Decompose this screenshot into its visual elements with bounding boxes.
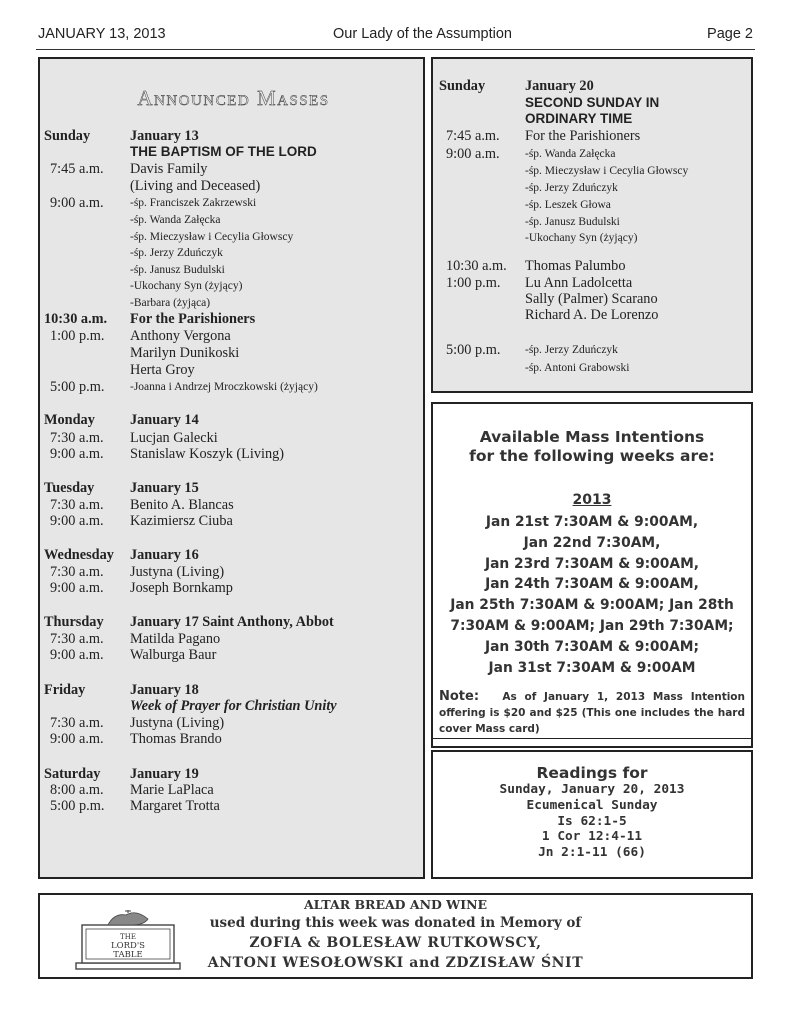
mass-time: 7:45 a.m. <box>446 128 500 144</box>
mass-intention-polish: -śp. Jerzy Zduńczyk <box>130 247 223 259</box>
mass-intention-polish: -śp. Leszek Głowa <box>525 199 611 211</box>
intention-date-line: Jan 22nd 7:30AM, <box>523 534 661 551</box>
mass-time: 9:00 a.m. <box>50 195 104 211</box>
mass-time: 5:00 p.m. <box>50 379 105 395</box>
header-parish: Our Lady of the Assumption <box>333 26 512 42</box>
mass-intention-polish: -śp. Janusz Budulski <box>130 264 225 276</box>
day-name: Tuesday <box>44 480 95 496</box>
mass-intention: Justyna (Living) <box>130 715 225 731</box>
mass-intention-polish: -Ukochany Syn (żyjący) <box>525 232 638 244</box>
observance: Week of Prayer for Christian Unity <box>130 698 337 714</box>
reading-line: Jn 2:1-11 (66) <box>538 845 646 861</box>
altar-line4: ANTONI WESOŁOWSKI and ZDZISŁAW ŚNIT <box>207 955 584 971</box>
reading-line: Sunday, January 20, 2013 <box>499 782 685 797</box>
mass-intention: Marilyn Dunikoski <box>130 345 240 361</box>
mass-intention: Margaret Trotta <box>130 798 220 814</box>
day-name: Friday <box>44 682 86 698</box>
mass-intention: Davis Family <box>130 161 208 177</box>
mass-time: 7:30 a.m. <box>50 497 104 513</box>
sunday-jan20-box <box>431 57 753 393</box>
day-date: January 15 <box>130 480 199 496</box>
mass-intention-polish: -śp. Wanda Załęcka <box>130 214 221 226</box>
intention-date-line: Jan 31st 7:30AM & 9:00AM <box>488 659 696 676</box>
mass-intention: Sally (Palmer) Scarano <box>525 291 658 307</box>
mass-intention: Lucjan Galecki <box>130 430 218 446</box>
day-date: January 14 <box>130 412 199 428</box>
mass-intention: Benito A. Blancas <box>130 497 234 513</box>
readings-box <box>431 750 753 879</box>
day-date: January 13 <box>130 128 199 144</box>
mass-time: 9:00 a.m. <box>50 580 104 596</box>
reading-line: 1 Cor 12:4-11 <box>541 829 643 845</box>
mass-intention: For the Parishioners <box>525 128 641 144</box>
mass-intention-polish: -śp. Jerzy Zduńczyk <box>525 344 618 356</box>
mass-time: 9:00 a.m. <box>446 146 500 162</box>
mass-time: 7:30 a.m. <box>50 430 104 446</box>
mass-time: 7:30 a.m. <box>50 715 104 731</box>
altar-bread-box <box>38 893 753 979</box>
mass-intention: Richard A. De Lorenzo <box>525 307 659 323</box>
mass-intention: (Living and Deceased) <box>130 178 261 194</box>
mass-time: 7:30 a.m. <box>50 631 104 647</box>
day-name: Wednesday <box>44 547 114 563</box>
mass-intention: Anthony Vergona <box>130 328 231 344</box>
logo-text-the: THE <box>120 933 136 941</box>
reading-line: Is 62:1-5 <box>557 813 627 829</box>
mass-intention-polish: -śp. Mieczysław i Cecylia Głowscy <box>525 165 689 177</box>
day-name: Saturday <box>44 766 101 782</box>
day-name: Sunday <box>439 78 486 94</box>
intention-date-line: Jan 23rd 7:30AM & 9:00AM, <box>484 555 700 572</box>
feast-name: ORDINARY TIME <box>525 111 633 126</box>
mass-intention: Joseph Bornkamp <box>130 580 233 596</box>
mass-time: 9:00 a.m. <box>50 513 104 529</box>
mass-time: 7:45 a.m. <box>50 161 104 177</box>
mass-intention-polish: -Ukochany Syn (żyjący) <box>130 280 243 292</box>
intentions-divider <box>431 738 753 739</box>
day-name: Thursday <box>44 614 104 630</box>
intention-date-line: Jan 25th 7:30AM & 9:00AM; Jan 28th <box>450 597 734 614</box>
day-date: January 19 <box>130 766 199 782</box>
header-date: JANUARY 13, 2013 <box>38 26 166 42</box>
header-page-number: Page 2 <box>707 26 753 42</box>
mass-time: 10:30 a.m. <box>44 311 108 327</box>
mass-intention-polish: -Joanna i Andrzej Mroczkowski (żyjący) <box>130 381 318 393</box>
mass-intention: Stanislaw Koszyk (Living) <box>130 446 285 462</box>
mass-time: 1:00 p.m. <box>50 328 105 344</box>
announced-masses-title: Announced Masses <box>137 86 330 110</box>
note-label: Note: <box>439 689 480 704</box>
mass-time: 1:00 p.m. <box>446 275 501 291</box>
mass-intention-polish: -śp. Wanda Załęcka <box>525 148 616 160</box>
intentions-title-line2: for the following weeks are: <box>469 447 715 465</box>
mass-intention-polish: -śp. Janusz Budulski <box>525 216 620 228</box>
mass-intention: Justyna (Living) <box>130 564 225 580</box>
day-date: January 18 <box>130 682 199 698</box>
day-name: Monday <box>44 412 95 428</box>
mass-time: 10:30 a.m. <box>446 258 507 274</box>
day-date: January 17 Saint Anthony, Abbot <box>130 614 334 630</box>
intentions-year: 2013 <box>572 492 612 508</box>
intentions-title-line1: Available Mass Intentions <box>479 428 705 446</box>
header-rule <box>36 49 755 50</box>
intention-date-line: 7:30AM & 9:00AM; Jan 29th 7:30AM; <box>450 618 734 634</box>
mass-intention-polish: -śp. Mieczysław i Cecylia Głowscy <box>130 231 294 243</box>
mass-time: 9:00 a.m. <box>50 731 104 747</box>
day-date: January 20 <box>525 78 594 94</box>
readings-title: Readings for <box>536 764 648 782</box>
mass-intention: Matilda Pagano <box>130 631 221 647</box>
mass-time: 7:30 a.m. <box>50 564 104 580</box>
announced-masses-box <box>38 57 425 879</box>
intention-date-line: Jan 21st 7:30AM & 9:00AM, <box>485 514 699 530</box>
altar-line2: used during this week was donated in Memory of <box>209 915 582 931</box>
mass-time: 8:00 a.m. <box>50 782 104 798</box>
mass-intentions-box <box>431 402 753 748</box>
mass-intention-polish: -śp. Jerzy Zduńczyk <box>525 182 618 194</box>
mass-time: 5:00 p.m. <box>446 342 501 358</box>
mass-intention: Marie LaPlaca <box>130 782 214 798</box>
mass-time: 9:00 a.m. <box>50 446 104 462</box>
altar-line3: ZOFIA & BOLESŁAW RUTKOWSCY, <box>249 935 542 951</box>
intention-date-line: Jan 30th 7:30AM & 9:00AM; <box>484 638 700 655</box>
reading-line: Ecumenical Sunday <box>526 797 658 813</box>
mass-intention-polish: -Barbara (żyjąca) <box>130 297 211 309</box>
altar-line1: ALTAR BREAD AND WINE <box>303 897 488 912</box>
logo-text-lords: LORD'S <box>111 941 145 951</box>
mass-intention: Thomas Brando <box>130 731 222 747</box>
mass-time: 5:00 p.m. <box>50 798 105 814</box>
mass-intention: Herta Groy <box>130 362 195 378</box>
day-name: Sunday <box>44 128 91 144</box>
mass-time: 9:00 a.m. <box>50 647 104 663</box>
logo-text-table: TABLE <box>113 950 143 960</box>
mass-intention-polish: -śp. Franciszek Zakrzewski <box>130 197 257 209</box>
intention-date-line: Jan 24th 7:30AM & 9:00AM, <box>485 576 699 593</box>
mass-intention: Walburga Baur <box>130 647 217 663</box>
note-text: As of January 1, 2013 Mass Intention offering is $20 and $25 (This one includes the hard cover Mass card) <box>439 691 745 735</box>
feast-name: THE BAPTISM OF THE LORD <box>130 144 317 159</box>
mass-intention: For the Parishioners <box>130 311 256 327</box>
mass-intention: Kazimiersz Ciuba <box>130 513 233 529</box>
mass-intention-polish: -śp. Antoni Grabowski <box>525 362 630 374</box>
day-date: January 16 <box>130 547 199 563</box>
mass-intention: Thomas Palumbo <box>525 258 626 274</box>
mass-intention: Lu Ann Ladolcetta <box>525 275 633 291</box>
intentions-note <box>439 689 745 737</box>
feast-name: SECOND SUNDAY IN <box>525 95 660 110</box>
